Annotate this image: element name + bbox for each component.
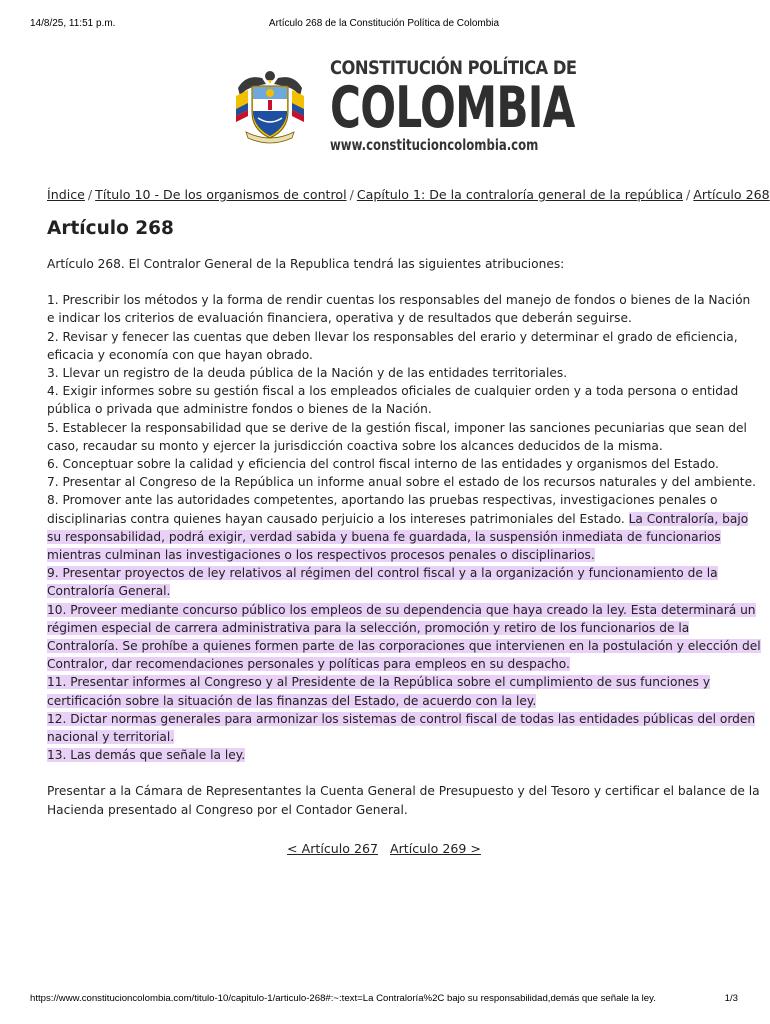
- print-header: [0, 18, 768, 32]
- site-logo[interactable]: [232, 56, 577, 160]
- breadcrumb-link-index[interactable]: Índice: [47, 187, 85, 202]
- highlighted-line: [47, 710, 756, 728]
- highlighted-line: [47, 619, 733, 637]
- highlighted-text: nacional y territorial.: [47, 730, 175, 745]
- page-title: Artículo 268: [47, 218, 174, 239]
- breadcrumb: [47, 187, 770, 207]
- breadcrumb-link-title-10[interactable]: Título 10 - De los organismos de control: [95, 187, 347, 202]
- article-line: 3. Llevar un registro de la deuda pública de la Nación y de las entidades territoriales.: [47, 366, 568, 381]
- closing-line: Presentar a la Cámara de Representantes la Cuenta General de Presupuesto y del Tesoro y certificar el balance de la: [47, 784, 760, 799]
- highlighted-text: 13. Las demás que señale la ley.: [47, 748, 246, 763]
- article-line: 8. Promover ante las autoridades competentes, aportando las pruebas respectivas, investigaciones penales o: [47, 493, 718, 508]
- article-line: eficacia y economía con que hayan obrado.: [47, 347, 313, 362]
- highlighted-text: 10. Proveer mediante concurso público los empleos de su dependencia que haya creado la ley. Esta determinará un: [47, 602, 756, 617]
- highlighted-line: [47, 546, 733, 564]
- article-line-mixed: [47, 510, 749, 528]
- logo-wordmark: [330, 56, 577, 154]
- print-doc-title: Artículo 268 de la Constitución Política de Colombia: [268, 18, 500, 29]
- article-line: 2. Revisar y fenecer las cuentas que deben llevar los responsables del erario y determinar el grado de eficiencia,: [47, 329, 738, 344]
- highlighted-line: [47, 582, 733, 600]
- highlighted-text: 12. Dictar normas generales para armonizar los sistemas de control fiscal de todas las entidades públicas del orden: [47, 711, 756, 726]
- breadcrumb-separator: /: [686, 187, 691, 202]
- closing-line: Hacienda presentado al Congreso por el Contador General.: [47, 802, 408, 817]
- logo-line-colombia: COLOMBIA: [330, 75, 575, 141]
- next-article-link[interactable]: Artículo 269 >: [390, 841, 481, 856]
- highlighted-text: Contraloría General.: [47, 584, 171, 599]
- article-intro: Artículo 268. El Contralor General de la Republica tendrá las siguientes atribuciones:: [47, 257, 565, 271]
- article-body: [47, 255, 761, 819]
- article-line: 6. Conceptuar sobre la calidad y eficiencia del control fiscal interno de las entidades y organismos del Estado.: [47, 457, 719, 472]
- highlighted-line: [47, 692, 733, 710]
- highlighted-text: su responsabilidad, podrá exigir, verdad sabida y buena fe guardada, la suspensión inmediata de funcionarios: [47, 529, 721, 544]
- print-datetime: 14/8/25, 11:51 p.m.: [30, 18, 116, 29]
- highlighted-text: régimen especial de carrera administrativa para la selección, promoción y retiro de los funcionarios de la: [47, 620, 690, 635]
- article-line: caso, recaudar su monto y ejercer la jurisdicción coactiva sobre los alcances deducidos de la misma.: [47, 438, 663, 453]
- breadcrumb-separator: /: [349, 187, 354, 202]
- highlighted-text: Contraloría. Se prohíbe a quienes formen parte de las corporaciones que intervienen en la postulación y elección del: [47, 639, 761, 654]
- highlighted-text: mientras culminan las investigaciones o los respectivos procesos penales o disciplinarios.: [47, 548, 595, 563]
- print-footer: [0, 993, 768, 1007]
- logo-line-url: www.constitucioncolombia.com: [330, 136, 539, 154]
- highlighted-line: [47, 673, 733, 691]
- logo-line-constitucion: CONSTITUCIÓN POLÍTICA DE: [330, 57, 577, 79]
- highlighted-text: Contralor, dar recomendaciones personales y políticas para empleos en su despacho.: [47, 657, 570, 672]
- article-line: pública o privada que administre fondos o bienes de la Nación.: [47, 402, 432, 417]
- highlighted-text: 11. Presentar informes al Congreso y al Presidente de la República sobre el cumplimiento de sus funciones y: [47, 675, 711, 690]
- article-text: disciplinarias contra quienes hayan causado perjuicio a los intereses patrimoniales del Estado.: [47, 511, 625, 526]
- breadcrumb-link-article-268[interactable]: Artículo 268: [693, 187, 770, 202]
- highlighted-line: [47, 601, 756, 619]
- coat-of-arms-icon: [232, 66, 308, 144]
- prev-article-link[interactable]: < Artículo 267: [287, 841, 378, 856]
- highlighted-text: 9. Presentar proyectos de ley relativos al régimen del control fiscal y a la organización y funcionamiento de la: [47, 566, 718, 581]
- print-page-number: 1/3: [724, 993, 738, 1004]
- highlighted-text: La Contraloría, bajo: [628, 511, 749, 526]
- article-line: 7. Presentar al Congreso de la República un informe anual sobre el estado de los recursos naturales y del ambiente.: [47, 475, 756, 490]
- highlighted-line: [47, 728, 733, 746]
- article-pager: [0, 841, 768, 856]
- print-url: https://www.constitucioncolombia.com/titulo-10/capitulo-1/articulo-268#:~:text=La Contraloría%2C bajo su responsabilidad,demás que señale la ley.: [30, 993, 656, 1004]
- highlighted-line: [47, 528, 733, 546]
- highlighted-line: [47, 655, 733, 673]
- highlighted-line: [47, 564, 733, 582]
- article-line: e indicar los criterios de evaluación financiera, operativa y de resultados que deberán seguirse.: [47, 311, 632, 326]
- article-line: 4. Exigir informes sobre su gestión fiscal a los empleados oficiales de cualquier orden y a toda persona o entidad: [47, 384, 739, 399]
- breadcrumb-separator: /: [87, 187, 93, 202]
- article-line: 5. Establecer la responsabilidad que se derive de la gestión fiscal, imponer las sanciones pecuniarias que sean del: [47, 420, 747, 435]
- highlighted-text: certificación sobre la situación de las finanzas del Estado, de acuerdo con la ley.: [47, 693, 537, 708]
- highlighted-line: [47, 746, 733, 764]
- article-line: 1. Prescribir los métodos y la forma de rendir cuentas los responsables del manejo de fondos o bienes de la Nación: [47, 293, 751, 308]
- breadcrumb-link-chapter-1[interactable]: Capítulo 1: De la contraloría general de la república: [356, 187, 684, 202]
- highlighted-line: [47, 637, 761, 655]
